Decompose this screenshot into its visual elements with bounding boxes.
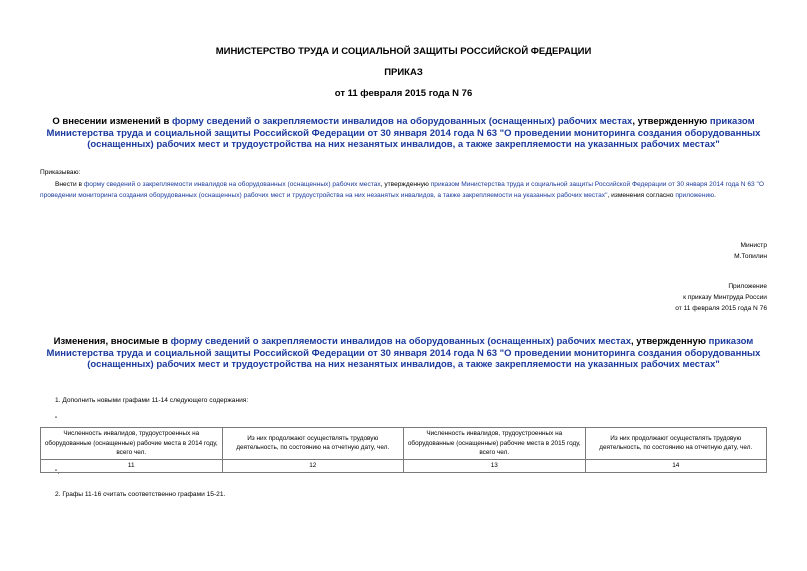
order-heading [40, 116, 767, 151]
order-date-number: от 11 февраля 2015 года N 76 [334, 88, 473, 99]
form-link[interactable]: форму сведений о закрепляемости инвалидов на оборудованных (оснащенных) рабочих местах [171, 116, 633, 127]
appendix-reference: к приказу Минтруда России [683, 294, 767, 301]
table-number-cell: 12 [222, 459, 404, 472]
body-form-link[interactable]: форму сведений о закрепляемости инвалидов на оборудованных (оснащенных) рабочих местах [83, 181, 381, 188]
changes-form-link[interactable]: форму сведений о закрепляемости инвалидов на оборудованных (оснащенных) рабочих местах [170, 336, 631, 347]
changes-heading-prefix: Изменения, вносимые в [53, 336, 171, 347]
table-header-cell: Из них продолжают осуществлять трудовую деятельность, по состоянию на отчетную дату, чел. [585, 428, 767, 460]
body-part-2: , утвержденную [380, 181, 431, 188]
body-part-4: . [714, 192, 716, 199]
order-heading-middle: , утвержденную [632, 116, 710, 127]
order-body-text [40, 179, 767, 201]
table-header-cell: Из них продолжают осуществлять трудовую деятельность, по состоянию на отчетную дату, чел. [222, 428, 404, 460]
item-1-text: 1. Дополнить новыми графами 11-14 следующего содержания: [55, 397, 249, 404]
document-type: ПРИКАЗ [384, 67, 423, 78]
appendix-date: от 11 февраля 2015 года N 76 [675, 305, 767, 312]
ministry-title: МИНИСТЕРСТВО ТРУДА И СОЦИАЛЬНОЙ ЗАЩИТЫ РОССИЙСКОЙ ФЕДЕРАЦИИ [215, 46, 592, 57]
table-number-cell: 14 [585, 459, 767, 472]
quote-open: " [55, 416, 58, 423]
order-heading-prefix: О внесении изменений в [52, 116, 172, 127]
changes-order-63-link[interactable]: приказом Министерства труда и социальной защиты Российской Федерации от 30 января 2014 года N 63 "О проведении мониторинга создания оборудованных (оснащенных) рабочих мест и трудоустройства на них незанятых инвалидов, а также закрепляемости на указанных рабочих местах" [46, 336, 761, 370]
table-number-cell: 13 [404, 459, 586, 472]
table-header-cell: Численность инвалидов, трудоустроенных на оборудованные (оснащенные) рабочие места в 2014 году, всего чел. [41, 428, 223, 460]
body-part-1: Внести в [55, 181, 84, 188]
prikazyvayu-label: Приказываю: [40, 169, 81, 176]
signer-name: М.Топилин [734, 253, 767, 260]
signer-position: Министр [740, 242, 767, 249]
item-2-text: 2. Графы 11-16 считать соответственно графами 15-21. [55, 491, 226, 498]
table-header-row [41, 428, 767, 460]
appendix-title: Приложение [728, 283, 767, 290]
quote-close: ". [55, 469, 60, 476]
appendix-link[interactable]: приложению [675, 192, 715, 199]
order-63-link[interactable]: приказом Министерства труда и социальной защиты Российской Федерации от 30 января 2014 года N 63 "О проведении мониторинга создания оборудованных (оснащенных) рабочих мест и трудоустройства на них незанятых инвалидов, а также закрепляемости на указанных рабочих местах" [46, 116, 761, 150]
body-order-63-link[interactable]: приказом Министерства труда и социальной защиты Российской Федерации от 30 января 2014 года N 63 "О проведении мониторинга создания оборудованных (оснащенных) рабочих мест и трудоустройства на них незанятых инвалидов, а также закрепляемости на указанных рабочих местах" [40, 181, 765, 199]
columns-table [40, 427, 767, 473]
table-number-row [41, 459, 767, 472]
changes-heading [40, 336, 767, 371]
table-number-cell: 11 [41, 459, 223, 472]
changes-heading-middle: , утвержденную [631, 336, 709, 347]
body-part-3: , изменения согласно [607, 192, 676, 199]
table-header-cell: Численность инвалидов, трудоустроенных на оборудованные (оснащенные) рабочие места в 2015 году, всего чел. [404, 428, 586, 460]
